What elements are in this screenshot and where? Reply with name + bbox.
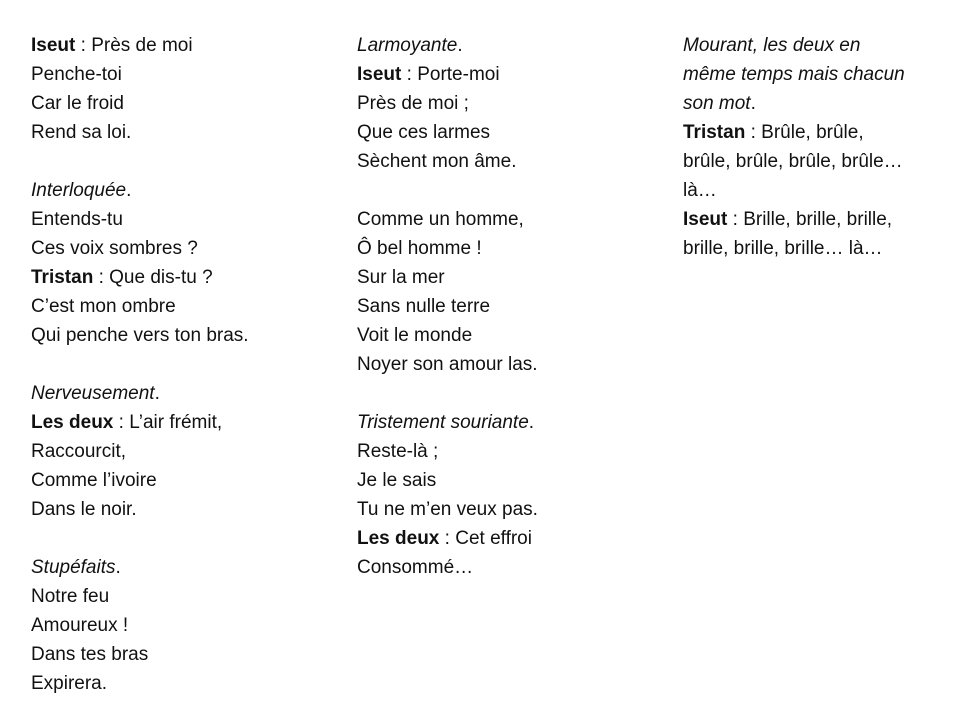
- verse-line: Je le sais: [357, 470, 437, 491]
- verse-line: Ces voix sombres ?: [31, 238, 198, 259]
- stage-direction: [683, 89, 951, 118]
- speaker-name: Tristan: [31, 267, 94, 288]
- verse-line: Que ces larmes: [357, 122, 491, 143]
- verse-line: Voit le monde: [357, 325, 473, 346]
- stanza-break: [357, 176, 538, 205]
- verse-line: Expirera.: [31, 673, 108, 694]
- stage-direction-text: Tristement souriante: [357, 412, 529, 433]
- verse-line: brille, brille, brille… là…: [683, 238, 883, 259]
- stage-direction-text: Larmoyante: [357, 35, 458, 56]
- verse-line: brûle, brûle, brûle, brûle…: [683, 151, 903, 172]
- speaker-name: Iseut: [31, 35, 76, 56]
- poem-column-2: [357, 31, 538, 582]
- speaker-name: Tristan: [683, 122, 746, 143]
- verse-line: Rend sa loi.: [31, 122, 132, 143]
- stanza-break: [31, 524, 249, 553]
- speaker-separator: :: [745, 122, 762, 143]
- verse-line: [357, 524, 538, 553]
- verse-text: L’air frémit,: [129, 412, 223, 433]
- verse-line: [31, 31, 249, 60]
- speaker-separator: :: [75, 35, 92, 56]
- verse-line: Penche-toi: [31, 64, 122, 85]
- verse-line: Dans tes bras: [31, 644, 149, 665]
- stage-direction-punct: .: [126, 180, 132, 201]
- verse-line: C’est mon ombre: [31, 296, 176, 317]
- verse-line: Noyer son amour las.: [357, 354, 538, 375]
- verse-line: là…: [683, 180, 717, 201]
- verse-text: Porte-moi: [417, 64, 500, 85]
- stage-direction-text: Stupéfaits: [31, 557, 116, 578]
- verse-line: Consommé…: [357, 557, 474, 578]
- stage-direction-punct: .: [457, 35, 463, 56]
- verse-line: Reste-là ;: [357, 441, 439, 462]
- speaker-separator: :: [113, 412, 130, 433]
- speaker-name: Les deux: [31, 412, 114, 433]
- speaker-name: Iseut: [683, 209, 728, 230]
- stage-direction: [357, 408, 538, 437]
- poem-column-1: [31, 31, 249, 698]
- stage-direction: Mourant, les deux en: [683, 35, 861, 56]
- stage-direction: [31, 553, 249, 582]
- verse-line: [31, 263, 249, 292]
- poem-column-3: [683, 31, 951, 263]
- stage-direction: [357, 31, 538, 60]
- stanza-break: [357, 379, 538, 408]
- verse-line: Dans le noir.: [31, 499, 137, 520]
- verse-text: Cet effroi: [455, 528, 532, 549]
- stage-direction: [31, 176, 249, 205]
- speaker-separator: :: [401, 64, 418, 85]
- verse-line: Sans nulle terre: [357, 296, 491, 317]
- verse-text: Brûle, brûle,: [761, 122, 864, 143]
- verse-line: Sur la mer: [357, 267, 445, 288]
- verse-text: Près de moi: [91, 35, 193, 56]
- verse-line: [31, 408, 249, 437]
- verse-line: Comme l’ivoire: [31, 470, 157, 491]
- verse-text: Brille, brille, brille,: [743, 209, 893, 230]
- stanza-break: [31, 350, 249, 379]
- verse-line: Notre feu: [31, 586, 110, 607]
- stage-direction-punct: .: [115, 557, 121, 578]
- verse-line: Qui penche vers ton bras.: [31, 325, 249, 346]
- verse-line: Tu ne m’en veux pas.: [357, 499, 538, 520]
- verse-line: Raccourcit,: [31, 441, 127, 462]
- stage-direction-punct: .: [154, 383, 160, 404]
- verse-text: Que dis-tu ?: [109, 267, 213, 288]
- verse-line: Entends-tu: [31, 209, 123, 230]
- verse-line: Ô bel homme !: [357, 238, 482, 259]
- verse-line: Car le froid: [31, 93, 124, 114]
- speaker-separator: :: [93, 267, 110, 288]
- stage-direction-text: Interloquée: [31, 180, 127, 201]
- verse-line: [683, 118, 951, 147]
- speaker-name: Iseut: [357, 64, 402, 85]
- verse-line: [357, 60, 538, 89]
- stage-direction-text: Nerveusement: [31, 383, 155, 404]
- stage-direction: [31, 379, 249, 408]
- speaker-separator: :: [439, 528, 456, 549]
- stage-direction: même temps mais chacun: [683, 64, 905, 85]
- verse-line: Amoureux !: [31, 615, 129, 636]
- verse-line: Sèchent mon âme.: [357, 151, 517, 172]
- stage-direction-text: son mot: [683, 93, 751, 114]
- verse-line: Près de moi ;: [357, 93, 469, 114]
- verse-line: [683, 205, 951, 234]
- stage-direction-punct: .: [750, 93, 756, 114]
- verse-line: Comme un homme,: [357, 209, 524, 230]
- stanza-break: [31, 147, 249, 176]
- stage-direction-punct: .: [528, 412, 535, 433]
- speaker-separator: :: [727, 209, 744, 230]
- speaker-name: Les deux: [357, 528, 440, 549]
